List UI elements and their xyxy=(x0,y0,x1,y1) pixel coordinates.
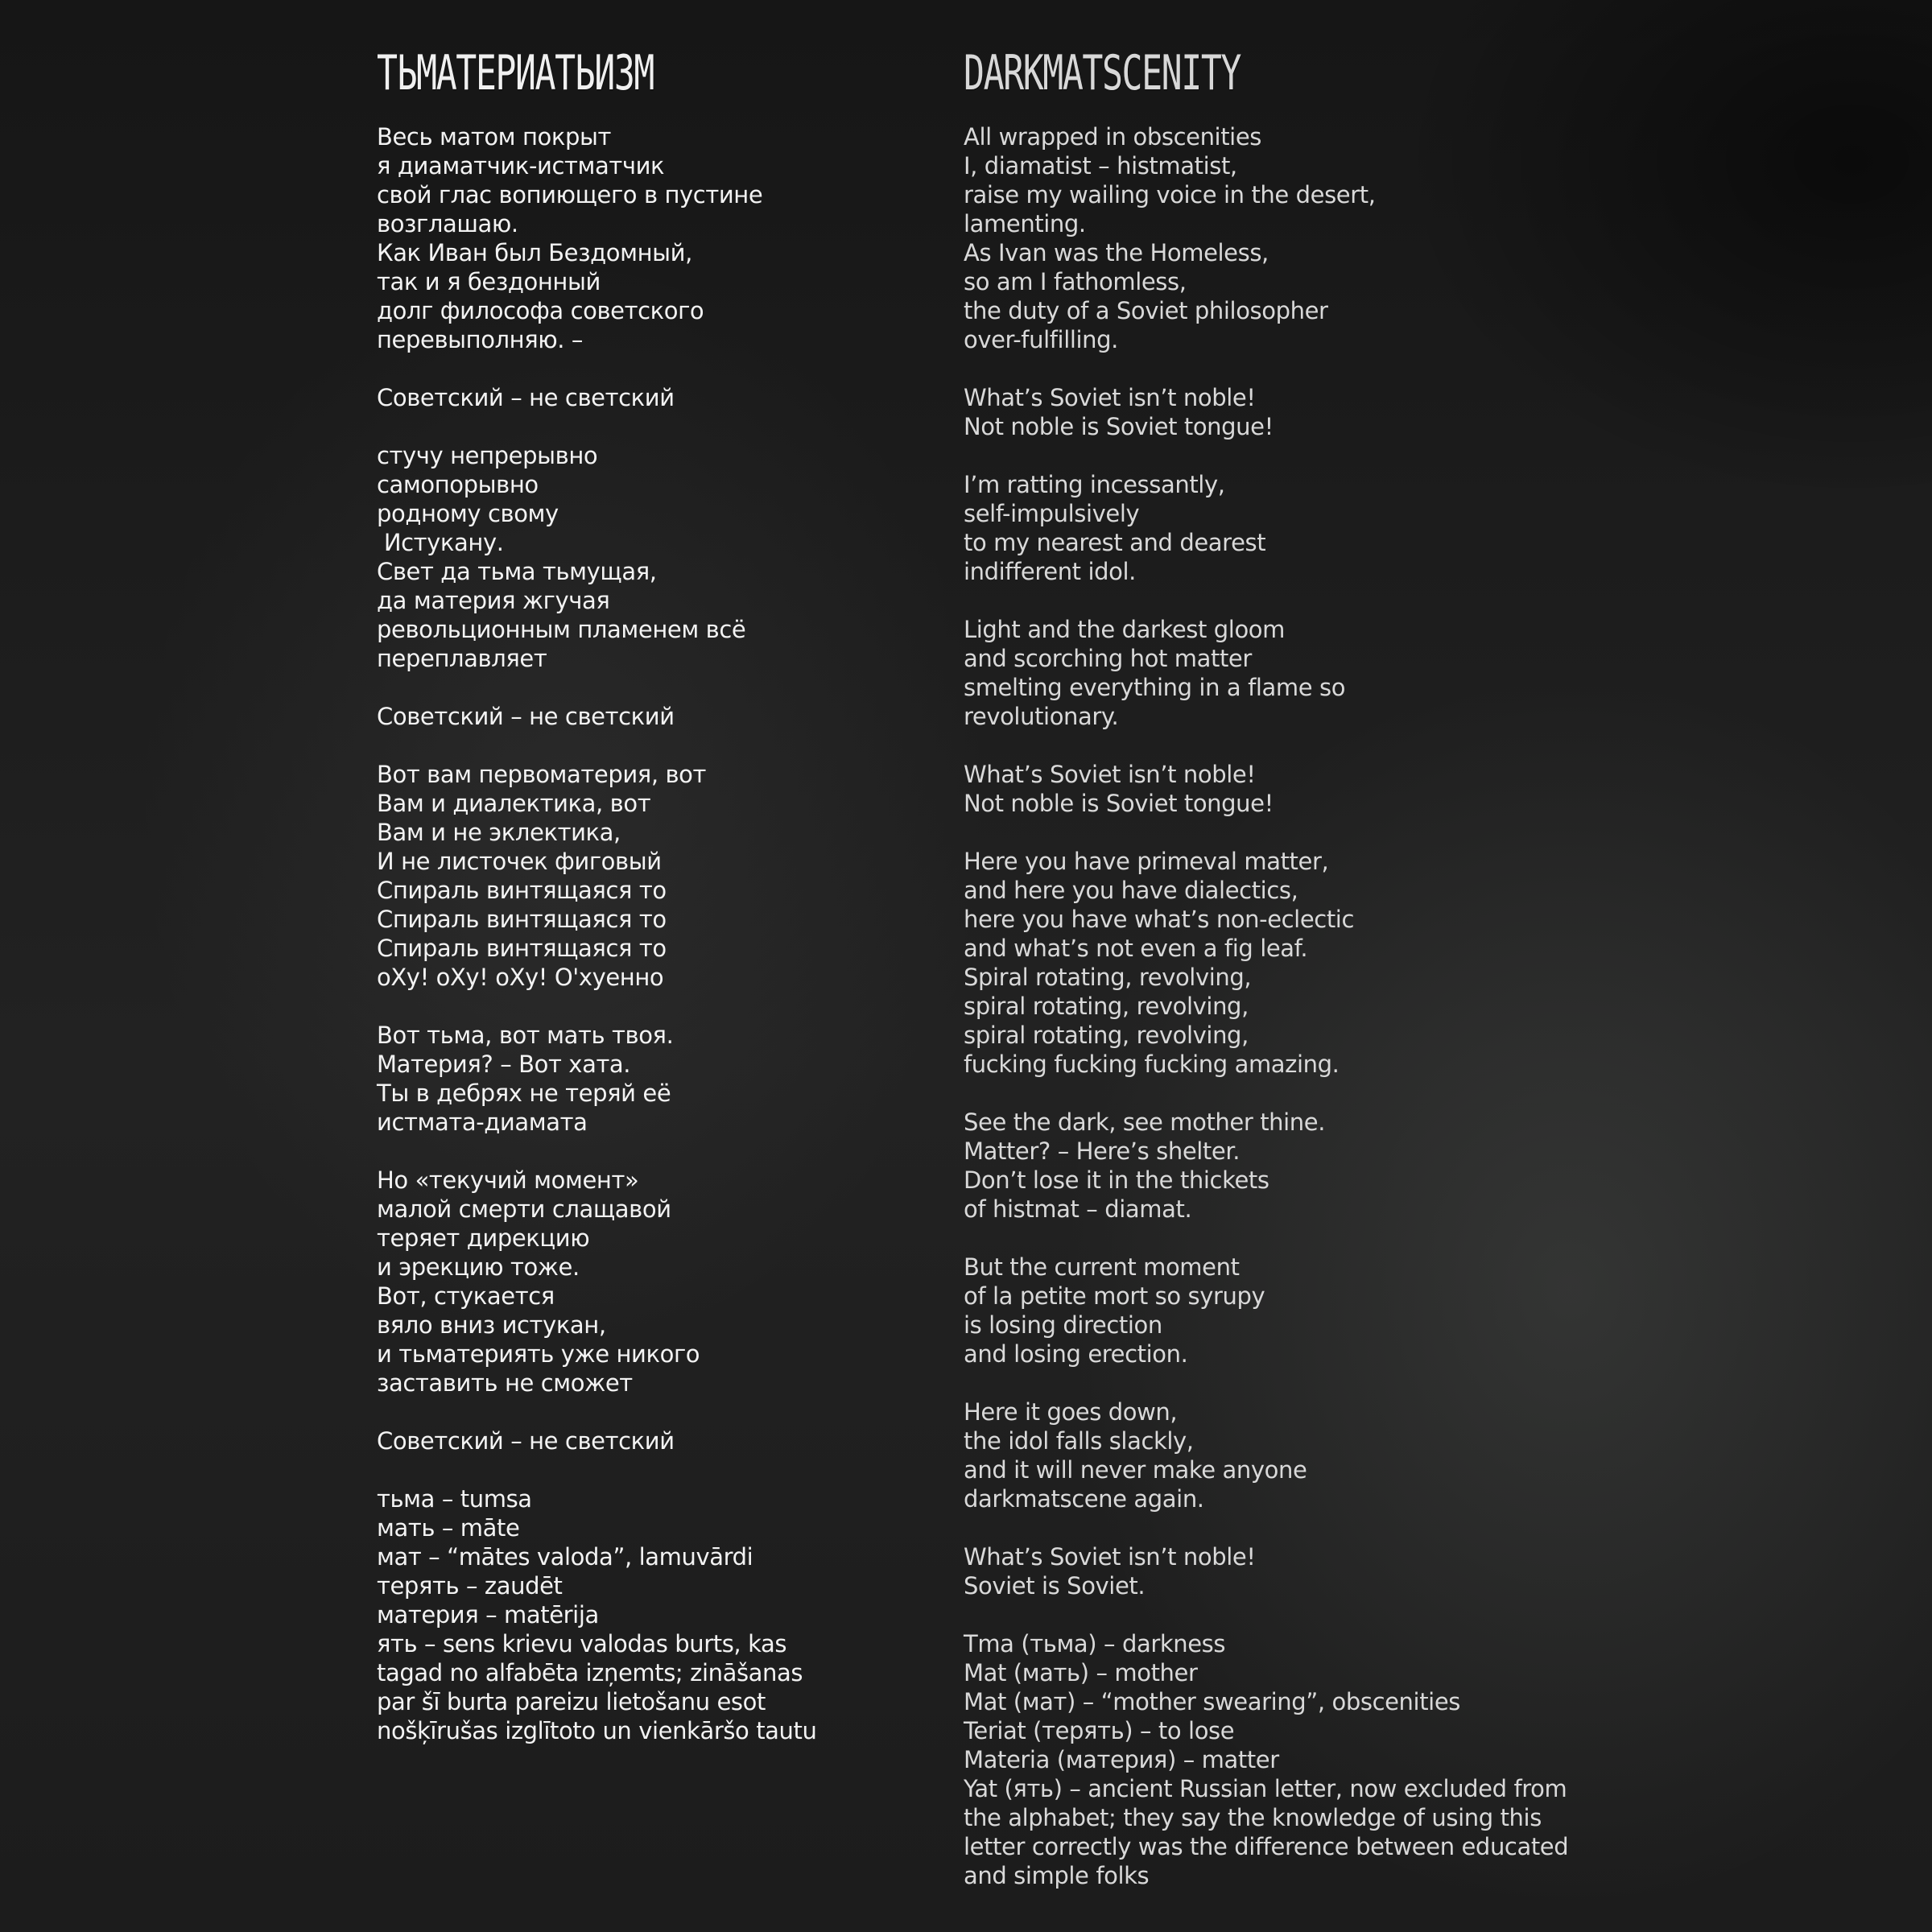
poem-line: Here you have primeval matter, xyxy=(964,848,1329,875)
poem-line: ять – sens krievu valodas burts, kas xyxy=(377,1630,787,1657)
poem-line: Вот, стукается xyxy=(377,1282,555,1310)
stanza xyxy=(964,122,1777,354)
poem-line: and here you have dialectics, xyxy=(964,877,1298,904)
poem-line: материя – matērija xyxy=(377,1601,599,1629)
poem-line: Mat (мать) – mother xyxy=(964,1659,1198,1686)
poem-line: All wrapped in obscenities xyxy=(964,123,1261,151)
poem-line: самопорывно xyxy=(377,471,539,498)
poem-line: и тьматериять уже никого xyxy=(377,1340,700,1368)
poem-line: What’s Soviet isn’t noble! xyxy=(964,384,1256,411)
stanza xyxy=(964,847,1777,1079)
poem-line: возглашаю. xyxy=(377,210,518,237)
poem-line: raise my wailing voice in the desert, xyxy=(964,181,1376,208)
poem-line: Вам и не эклектика, xyxy=(377,819,621,846)
poem-line: so am I fathomless, xyxy=(964,268,1187,295)
poem-line: and simple folks xyxy=(964,1862,1150,1889)
poem-line: is losing direction xyxy=(964,1311,1162,1339)
poem-line: Not noble is Soviet tongue! xyxy=(964,790,1274,817)
poem-line: родному свому xyxy=(377,500,559,527)
poem-line: spiral rotating, revolving, xyxy=(964,993,1249,1020)
poem-line: of la petite mort so syrupy xyxy=(964,1282,1265,1310)
poem-line: истмата-диамата xyxy=(377,1108,588,1136)
poem-line: терять – zaudēt xyxy=(377,1572,563,1600)
poem-line: Tma (тьма) – darkness xyxy=(964,1630,1226,1657)
poem-line: Ты в дебрях не теряй её xyxy=(377,1080,671,1107)
stanza xyxy=(964,760,1777,818)
poem-line: переплавляет xyxy=(377,645,547,672)
poem-line: and scorching hot matter xyxy=(964,645,1252,672)
poem-line: the alphabet; they say the knowledge of using this xyxy=(964,1804,1542,1831)
poem-line: Как Иван был Бездомный, xyxy=(377,239,692,266)
poem-line: Here it goes down, xyxy=(964,1398,1178,1426)
poem-line: Don’t lose it in the thickets xyxy=(964,1166,1269,1194)
english-poem-body xyxy=(964,122,1777,1890)
poem-line: the idol falls slackly, xyxy=(964,1427,1194,1455)
poem-line: Вам и диалектика, вот xyxy=(377,790,651,817)
stanza xyxy=(964,1253,1777,1368)
stanza xyxy=(964,1629,1777,1890)
poem-line: да материя жгучая xyxy=(377,587,610,614)
poem-line: What’s Soviet isn’t noble! xyxy=(964,761,1256,788)
stanza xyxy=(377,383,892,412)
stanza xyxy=(964,470,1777,586)
poem-line: Весь матом покрыт xyxy=(377,123,611,151)
poem-line: Materia (материя) – matter xyxy=(964,1746,1279,1773)
poem-line: indifferent idol. xyxy=(964,558,1136,585)
poem-line: of histmat – diamat. xyxy=(964,1195,1192,1223)
poem-line: par šī burta pareizu lietošanu esot xyxy=(377,1688,766,1715)
poem-line: and losing erection. xyxy=(964,1340,1188,1368)
stanza xyxy=(377,1166,892,1397)
poem-line: долг философа советского xyxy=(377,297,704,324)
poem-line: Но «текучий момент» xyxy=(377,1166,639,1194)
stanza xyxy=(964,1542,1777,1600)
russian-poem-body xyxy=(377,122,892,1745)
russian-poem-title: ТЬМАТЕРИАТЬИЗМ xyxy=(377,45,654,101)
poem-line: nošķīrušas izglītoto un vienkāršo tautu xyxy=(377,1717,817,1744)
poem-line: Спираль винтящаяся то xyxy=(377,906,667,933)
poem-line: the duty of a Soviet philosopher xyxy=(964,297,1328,324)
stanza xyxy=(377,441,892,673)
poem-line: Советский – не светский xyxy=(377,1427,675,1455)
poem-line: Soviet is Soviet. xyxy=(964,1572,1146,1600)
stanza xyxy=(377,1484,892,1745)
poem-line: Вот вам первоматерия, вот xyxy=(377,761,706,788)
poem-line: Спираль винтящаяся то xyxy=(377,935,667,962)
poem-line: But the current moment xyxy=(964,1253,1240,1281)
stanza xyxy=(377,1426,892,1455)
stanza xyxy=(964,615,1777,731)
stanza xyxy=(964,383,1777,441)
poem-line: И не листочек фиговый xyxy=(377,848,662,875)
poem-line: Свет да тьма тьмущая, xyxy=(377,558,657,585)
poem-line: заставить не сможет xyxy=(377,1369,633,1397)
poem-line: here you have what’s non-eclectic xyxy=(964,906,1354,933)
poem-line: Советский – не светский xyxy=(377,703,675,730)
poem-line: tagad no alfabēta izņemts; zināšanas xyxy=(377,1659,803,1686)
poem-line: вяло вниз истукан, xyxy=(377,1311,606,1339)
stanza xyxy=(377,1021,892,1137)
poem-line: I’m ratting incessantly, xyxy=(964,471,1225,498)
poem-line: self-impulsively xyxy=(964,500,1140,527)
poem-line: Mat (мат) – “mother swearing”, obscenities xyxy=(964,1688,1460,1715)
poem-line: See the dark, see mother thine. xyxy=(964,1108,1326,1136)
poem-line: Teriat (терять) – to lose xyxy=(964,1717,1235,1744)
poem-line: I, diamatist – histmatist, xyxy=(964,152,1237,180)
poem-line: теряет дирекцию xyxy=(377,1224,590,1252)
poem-line: я диаматчик-истматчик xyxy=(377,152,665,180)
poem-line: Истукану. xyxy=(377,529,504,556)
poem-line: и эрекцию тоже. xyxy=(377,1253,580,1281)
poem-line: What’s Soviet isn’t noble! xyxy=(964,1543,1256,1571)
poem-line: and it will never make anyone xyxy=(964,1456,1307,1484)
poem-line: стучу непрерывно xyxy=(377,442,598,469)
poem-line: over-fulfilling. xyxy=(964,326,1118,353)
stanza xyxy=(964,1108,1777,1224)
poem-line: тьма – tumsa xyxy=(377,1485,532,1513)
poem-line: так и я бездонный xyxy=(377,268,601,295)
poem-line: Spiral rotating, revolving, xyxy=(964,964,1252,991)
poem-line: свой глас вопиющего в пустине xyxy=(377,181,763,208)
poem-line: мать – māte xyxy=(377,1514,520,1542)
poem-line: and what’s not even a fig leaf. xyxy=(964,935,1308,962)
poem-line: As Ivan was the Homeless, xyxy=(964,239,1269,266)
poem-line: lamenting. xyxy=(964,210,1086,237)
poem-line: малой смерти слащавой xyxy=(377,1195,671,1223)
stanza xyxy=(964,1397,1777,1513)
poem-line: fucking fucking fucking amazing. xyxy=(964,1051,1340,1078)
poem-line: Вот тьма, вот мать твоя. xyxy=(377,1022,674,1049)
poem-line: smelting everything in a flame so xyxy=(964,674,1346,701)
poem-line: Yat (ять) – ancient Russian letter, now excluded from xyxy=(964,1775,1567,1802)
poem-line: revolutionary. xyxy=(964,703,1119,730)
poem-line: перевыполняю. – xyxy=(377,326,584,353)
poem-line: мат – “mātes valoda”, lamuvārdi xyxy=(377,1543,753,1571)
poem-line: Light and the darkest gloom xyxy=(964,616,1285,643)
poem-line: spiral rotating, revolving, xyxy=(964,1022,1249,1049)
poem-line: Материя? – Вот хата. xyxy=(377,1051,631,1078)
stanza xyxy=(377,702,892,731)
poem-line: Matter? – Here’s shelter. xyxy=(964,1137,1241,1165)
poem-line: револьционным пламенем всё xyxy=(377,616,746,643)
english-poem-title: DARKMATSCENITY xyxy=(964,45,1241,101)
stanza xyxy=(377,122,892,354)
poem-line: to my nearest and dearest xyxy=(964,529,1266,556)
stanza xyxy=(377,760,892,992)
poem-line: letter correctly was the difference between educated xyxy=(964,1833,1569,1860)
poem-line: Спираль винтящаяся то xyxy=(377,877,667,904)
english-poem-column xyxy=(964,37,1777,1919)
poem-line: оХу! оХу! оХу! О'хуенно xyxy=(377,964,664,991)
poem-line: darkmatscene again. xyxy=(964,1485,1204,1513)
russian-poem-column xyxy=(377,37,892,1774)
poem-line: Not noble is Soviet tongue! xyxy=(964,413,1274,440)
poem-line: Советский – не светский xyxy=(377,384,675,411)
